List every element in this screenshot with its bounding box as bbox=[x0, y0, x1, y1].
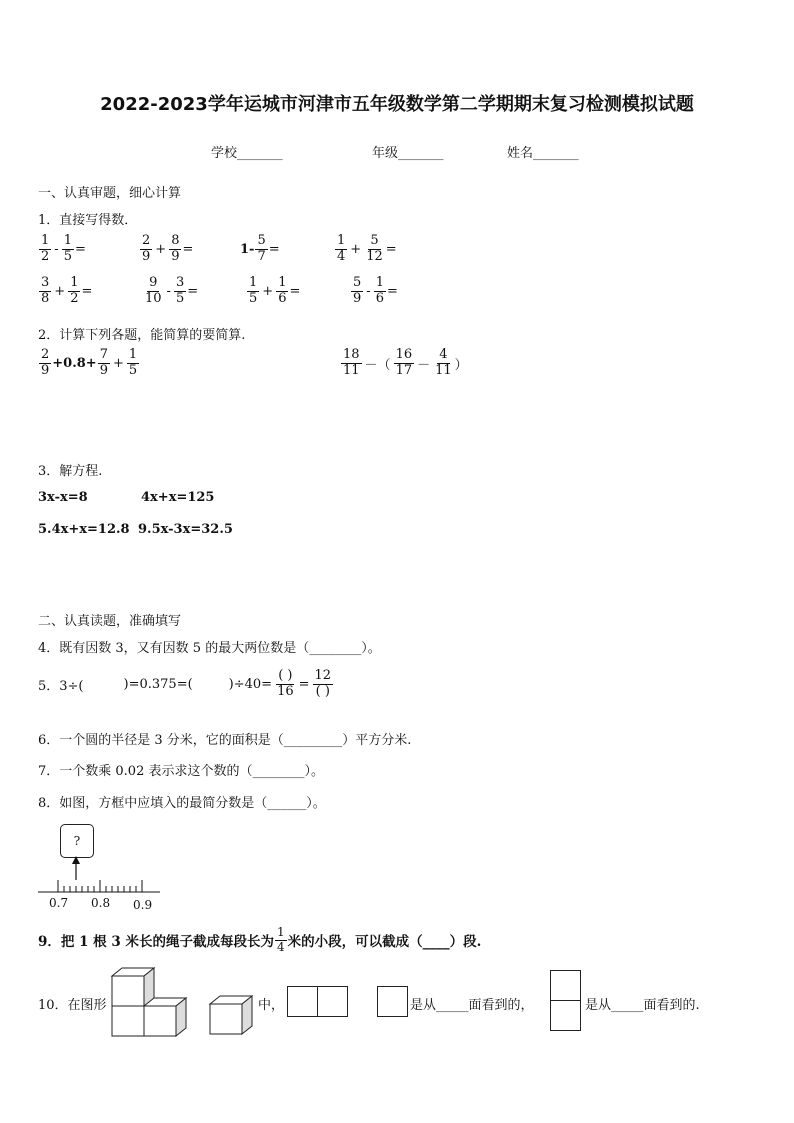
view-square-2 bbox=[317, 986, 348, 1017]
q7-text: 7．一个数乘 0.02 表示求这个数的（________）。 bbox=[38, 764, 324, 779]
q3-equation-2: 4x+x=125 bbox=[141, 490, 215, 505]
tick-label-0-9: 0.9 bbox=[133, 898, 153, 912]
tick-label-0-8: 0.8 bbox=[91, 896, 111, 910]
question-box: ? bbox=[60, 824, 94, 858]
q9-text: 9．把 1 根 3 米长的绳子截成每段长为 $\frac{1}{4}$ 米的小段，可以截成（____）段. bbox=[38, 925, 482, 954]
q3-label: 3．解方程. bbox=[38, 464, 103, 479]
q3-equation-3: 5.4x+x=12.8 bbox=[38, 522, 130, 537]
view-square-1 bbox=[287, 986, 318, 1017]
grade-field: 年级_______ bbox=[372, 146, 444, 161]
q4-text: 4．既有因数 3，又有因数 5 的最大两位数是（________）。 bbox=[38, 641, 381, 656]
q10-text-2: 是从_____面看到的. bbox=[585, 998, 700, 1013]
q1-item-1: $\frac{1}{2}$ - $\frac{1}{5}$ = bbox=[41, 233, 86, 264]
section-2-heading: 二、认真读题，准确填写 bbox=[38, 614, 182, 629]
view-single-square bbox=[377, 986, 408, 1017]
q2-expression-2: $\frac{18}{11}$ －（ $\frac{16}{17}$ － $\frac{4}{11}$ ） bbox=[343, 347, 468, 378]
q10-label: 10．在图形 bbox=[38, 998, 107, 1013]
q5-text: 5．3÷( )=0.375=( )÷40= $\frac{( )}{16}$ = $\frac{12}{( )}$ bbox=[38, 668, 332, 699]
q1-item-4: $\frac{1}{4}$ + $\frac{5}{12}$ = bbox=[337, 233, 397, 264]
q6-text: 6．一个圆的半径是 3 分米，它的面积是（_________）平方分米. bbox=[38, 733, 412, 748]
q1-item-6: $\frac{9}{10}$ - $\frac{3}{5}$ = bbox=[145, 275, 199, 306]
q1-item-2: $\frac{2}{9}$ + $\frac{8}{9}$ = bbox=[142, 233, 194, 264]
q3-equation-4: 9.5x-3x=32.5 bbox=[138, 522, 233, 537]
page-title: 2022-2023学年运城市河津市五年级数学第二学期期末复习检测模拟试题 bbox=[100, 94, 694, 115]
cube-figure bbox=[110, 966, 190, 1038]
view-vertical-top bbox=[550, 970, 581, 1001]
school-field: 学校_______ bbox=[211, 146, 283, 161]
name-field: 姓名_______ bbox=[507, 146, 579, 161]
view-vertical-bottom bbox=[550, 1000, 581, 1031]
q8-text: 8．如图，方框中应填入的最简分数是（______）。 bbox=[38, 796, 326, 811]
q10-text-1: 是从_____面看到的， bbox=[410, 998, 534, 1013]
q2-expression-1: $\frac{2}{9}$ +0.8+ $\frac{7}{9}$ + $\frac{1}{5}$ bbox=[41, 347, 138, 378]
section-1-heading: 一、认真审题，细心计算 bbox=[38, 186, 182, 201]
q1-label: 1．直接写得数． bbox=[38, 213, 138, 228]
q3-equation-1: 3x-x=8 bbox=[38, 490, 88, 505]
q10-mid: 中， bbox=[258, 998, 285, 1013]
q1-item-7: $\frac{1}{5}$ + $\frac{1}{6}$ = bbox=[249, 275, 301, 306]
small-cube-figure bbox=[208, 994, 258, 1038]
q1-item-8: $\frac{5}{9}$ - $\frac{1}{6}$ = bbox=[353, 275, 398, 306]
tick-label-0-7: 0.7 bbox=[49, 896, 69, 910]
q1-item-3: 1- $\frac{5}{7}$ = bbox=[240, 233, 280, 264]
q1-item-5: $\frac{3}{8}$ + $\frac{1}{2}$ = bbox=[41, 275, 93, 306]
q2-label: 2．计算下列各题，能简算的要简算. bbox=[38, 328, 246, 343]
